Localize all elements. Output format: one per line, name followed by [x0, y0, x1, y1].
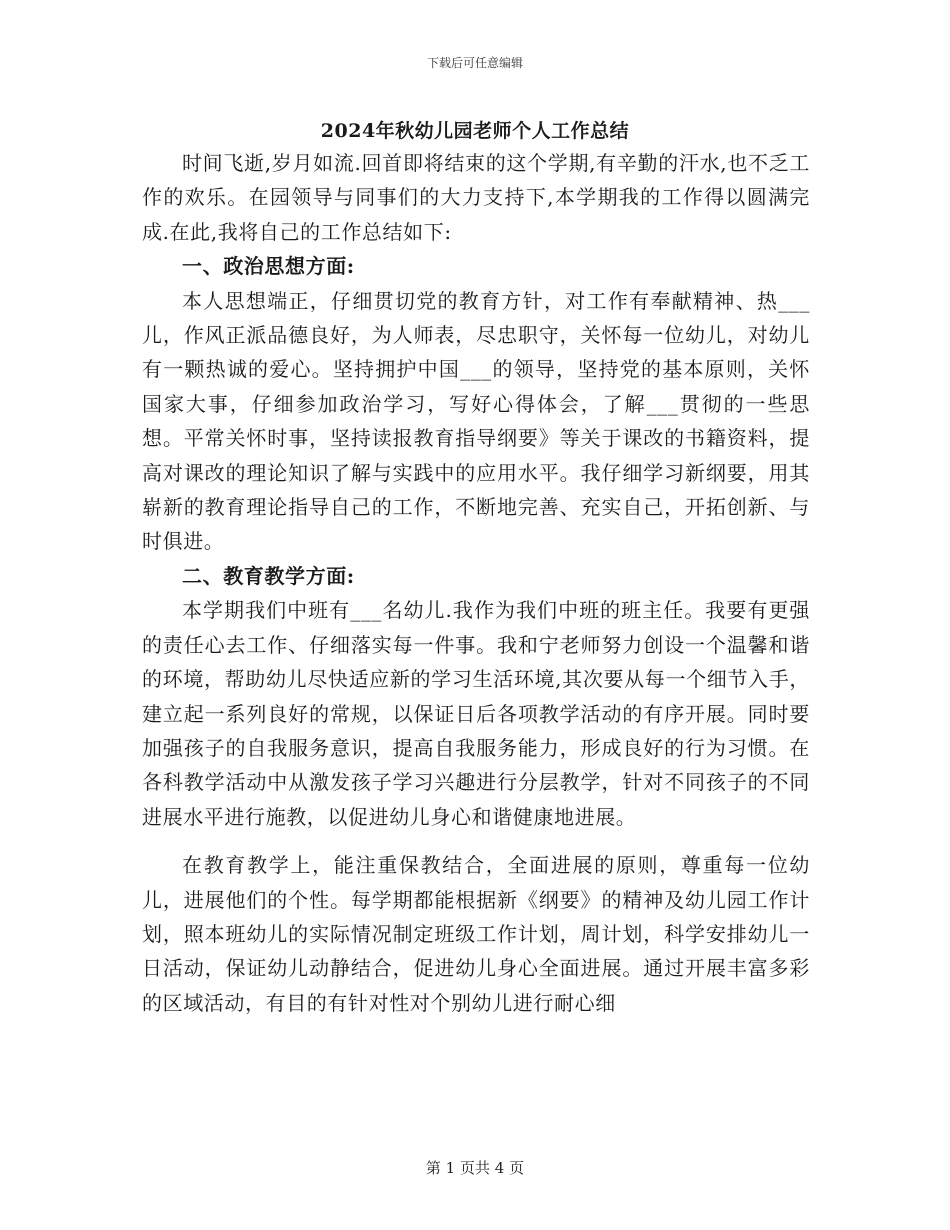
document-title: 2024年秋幼儿园老师个人工作总结: [320, 120, 630, 142]
intro-paragraph: 时间飞逝,岁月如流.回首即将结束的这个学期,有辛勤的汗水,也不乏工作的欢乐。在园领导与同事们的大力支持下,本学期我的工作得以圆满完成.在此,我将自己的工作总结如下:: [142, 151, 810, 244]
document-body: [142, 146, 810, 1020]
header-note: 下载后可任意编辑: [426, 56, 523, 70]
page-number: 第 1 页共 4 页: [425, 1159, 525, 1177]
teaching-paragraph-2: 在教育教学上，能注重保教结合，全面进展的原则，尊重每一位幼儿，进展他们的个性。每学期都能根据新《纲要》的精神及幼儿园工作计划，照本班幼儿的实际情况制定班级工作计划，周计划，科学安排幼儿一日活动，保证幼儿动静结合，促进幼儿身心全面进展。通过开展丰富多彩的区域活动，有目的有针对性对个别幼儿进行耐心细: [142, 853, 810, 1015]
politics-paragraph: 本人思想端正，仔细贯切党的教育方针，对工作有奉献精神、热___儿，作风正派品德良好，为人师表，尽忠职守，关怀每一位幼儿，对幼儿有一颗热诚的爱心。坚持拥护中国___的领导，坚持党的基本原则，关怀国家大事，仔细参加政治学习，写好心得体会，了解___贯彻的一些思想。平常关怀时事，坚持读报教育指导纲要》等关于课改的书籍资料，提高对课改的理论知识了解与实践中的应用水平。我仔细学习新纲要，用其崭新的教育理论指导自己的工作，不断地完善、充实自己，开拓创新、与时俱进。: [142, 288, 810, 554]
teaching-paragraph-1: 本学期我们中班有___名幼儿.我作为我们中班的班主任。我要有更强的责任心去工作、仔细落实每一件事。我和宁老师努力创设一个温馨和谐的环境，帮助幼儿尽快适应新的学习生活环境,其次要从每一个细节入手，建立起一系列良好的常规，以保证日后各项教学活动的有序开展。同时要加强孩子的自我服务意识，提高自我服务能力，形成良好的行为习惯。在各科教学活动中从激发孩子学习兴趣进行分层教学，针对不同孩子的不同进展水平进行施教，以促进幼儿身心和谐健康地进展。: [142, 598, 810, 829]
section-heading-teaching: 二、教育教学方面:: [182, 563, 355, 588]
section-heading-politics: 一、政治思想方面:: [182, 254, 355, 279]
